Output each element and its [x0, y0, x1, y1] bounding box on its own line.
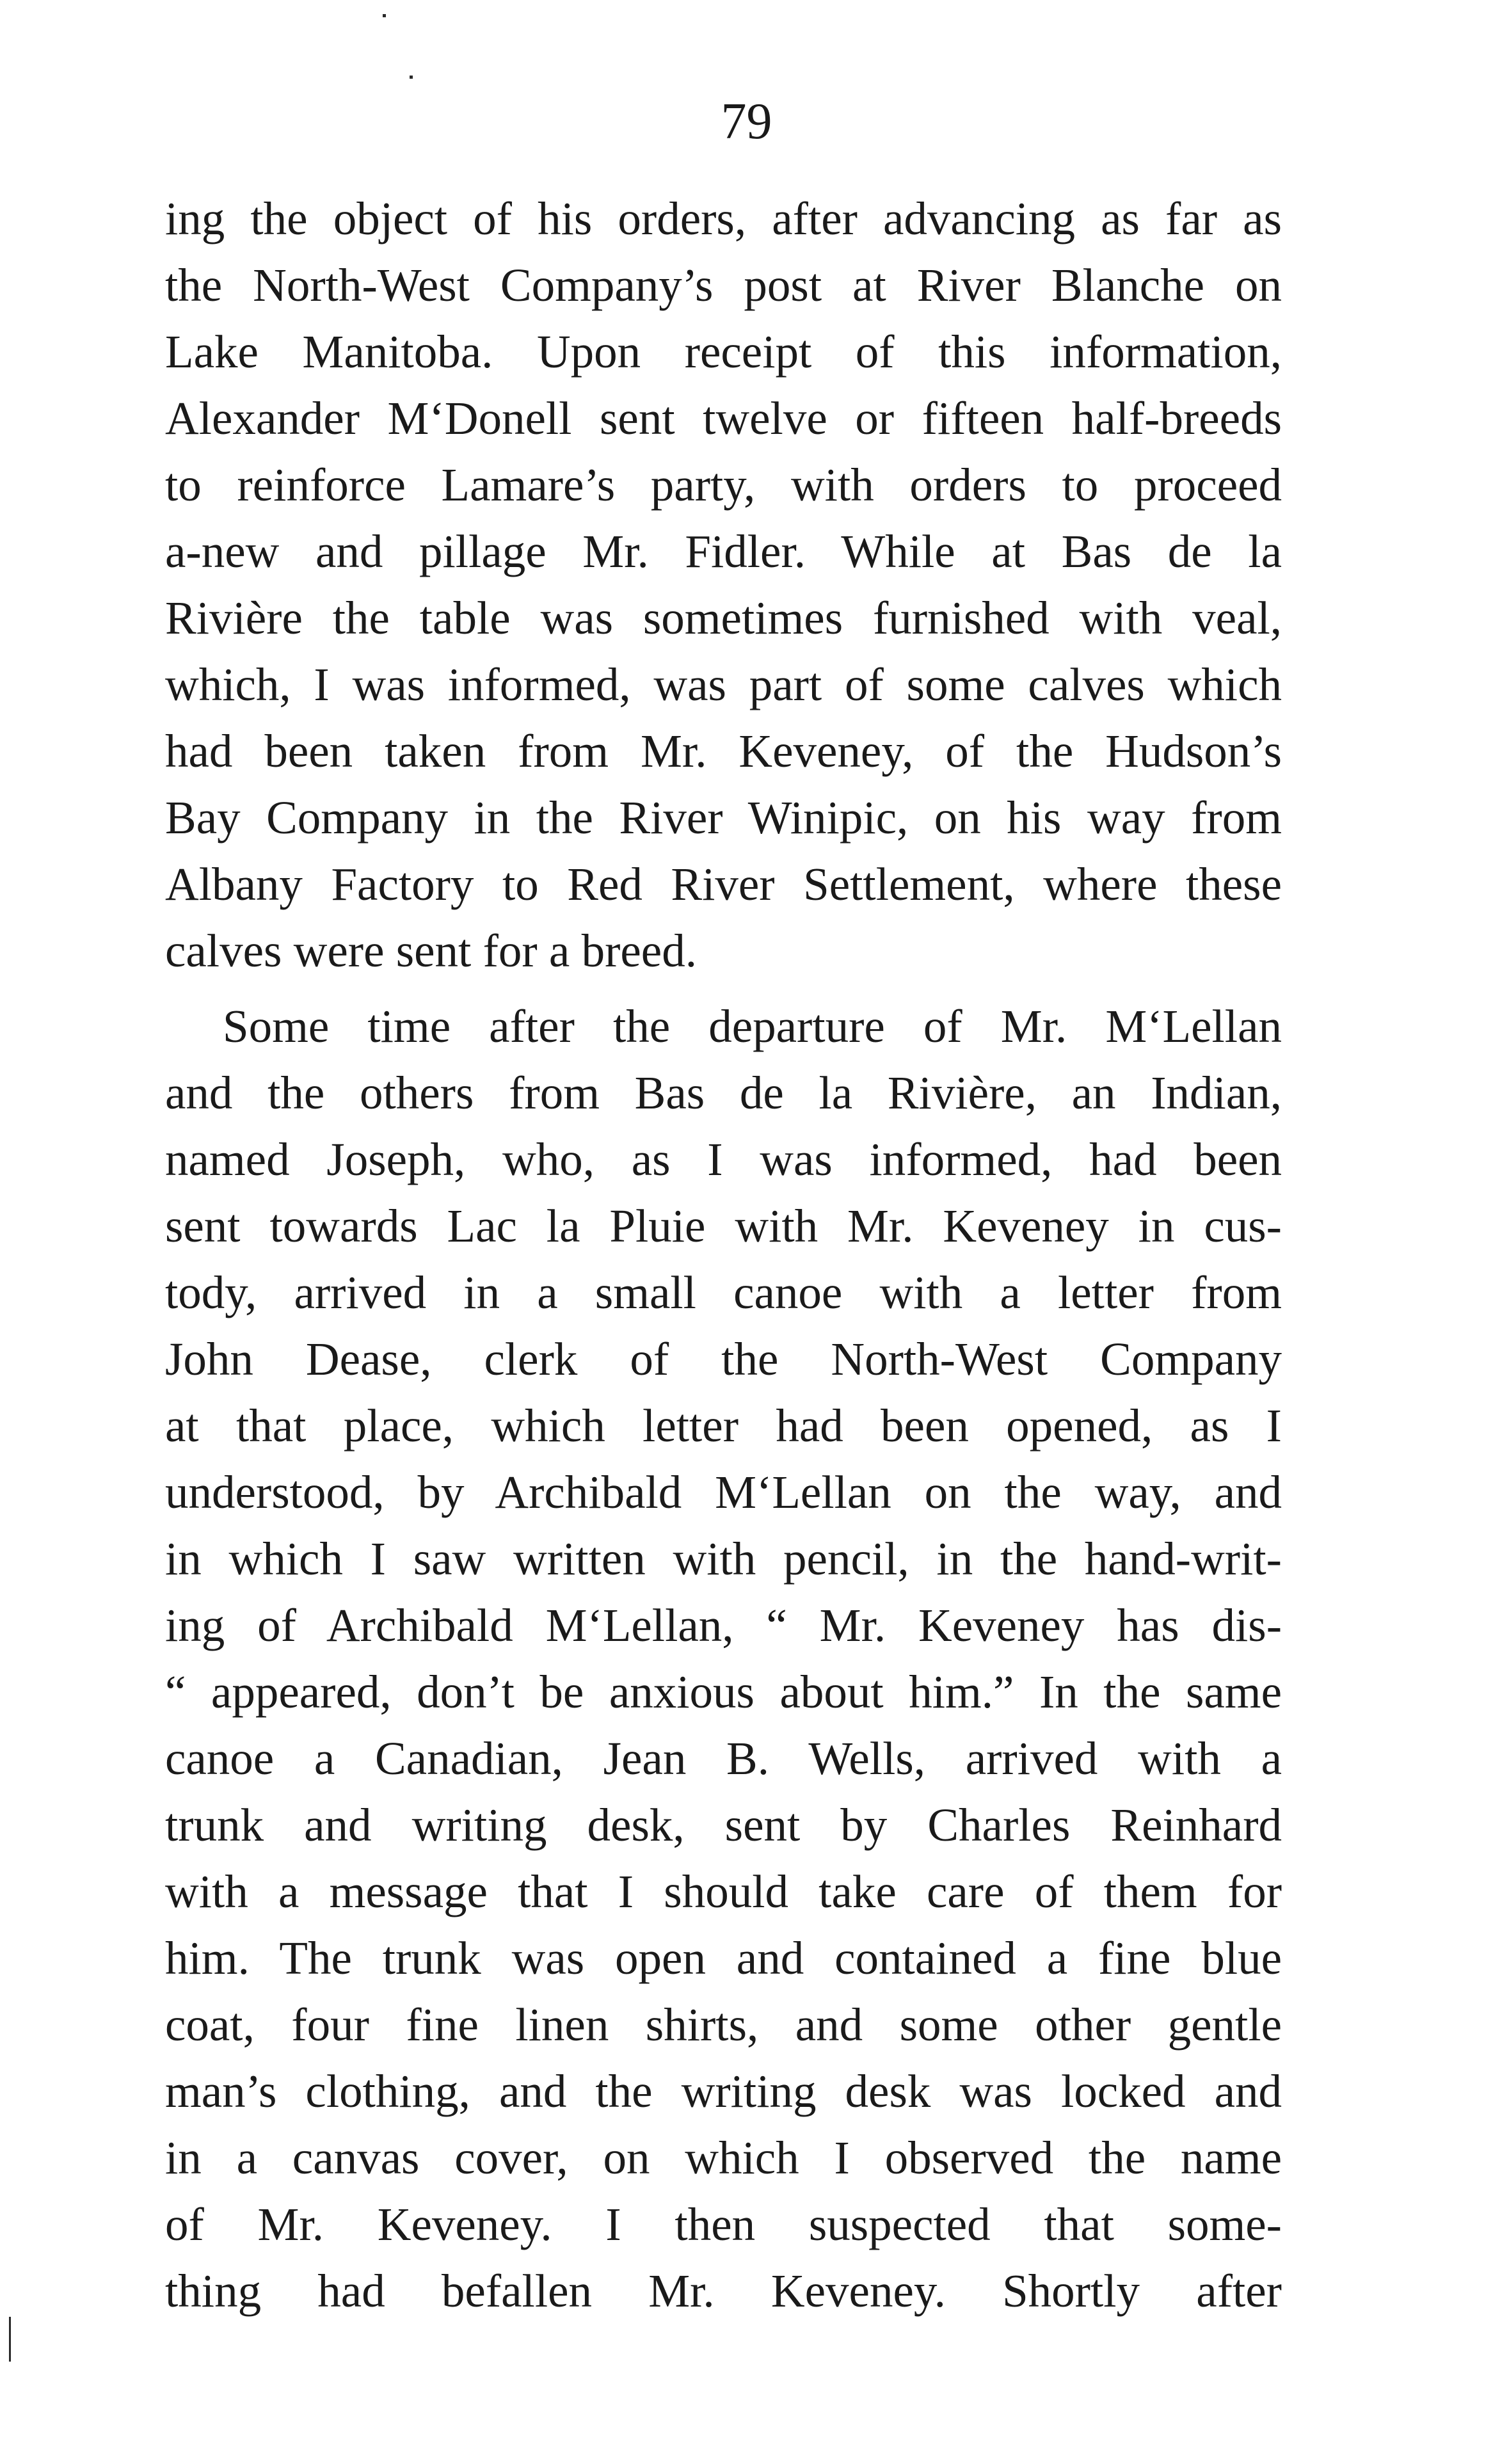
- text-line: understood, by Archibald M‘Lellan on the way, and: [165, 1466, 1282, 1518]
- body-text: [165, 186, 1282, 2324]
- text-line: sent towards Lac la Pluie with Mr. Keveney in cus-: [165, 1200, 1282, 1252]
- text-line: to reinforce Lamare’s party, with orders to proceed: [165, 459, 1282, 511]
- text-line: in which I saw written with pencil, in the hand-writ-: [165, 1533, 1282, 1585]
- text-line: canoe a Canadian, Jean B. Wells, arrived with a: [165, 1732, 1282, 1784]
- scan-speck: [410, 76, 413, 79]
- text-line: Lake Manitoba. Upon receipt of this information,: [165, 326, 1282, 378]
- text-line: thing had befallen Mr. Keveney. Shortly after: [165, 2265, 1282, 2317]
- text-line: and the others from Bas de la Rivière, an Indian,: [165, 1067, 1282, 1119]
- text-line: in a canvas cover, on which I observed the name: [165, 2132, 1282, 2184]
- text-line: named Joseph, who, as I was informed, had been: [165, 1133, 1282, 1185]
- page-number: 79: [721, 93, 772, 150]
- text-line: a-new and pillage Mr. Fidler. While at Bas de la: [165, 525, 1282, 577]
- text-line: Bay Company in the River Winipic, on his way from: [165, 792, 1282, 844]
- text-line: man’s clothing, and the writing desk was locked and: [165, 2065, 1282, 2117]
- text-line: Alexander M‘Donell sent twelve or fifteen half-breeds: [165, 392, 1282, 444]
- paragraph-gap: [165, 984, 1282, 993]
- text-line: John Dease, clerk of the North-West Company: [165, 1333, 1282, 1385]
- text-line: Some time after the departure of Mr. M‘Lellan: [223, 1000, 1282, 1052]
- text-line: with a message that I should take care of them for: [165, 1866, 1282, 1917]
- text-line: tody, arrived in a small canoe with a letter from: [165, 1267, 1282, 1318]
- scan-margin-mark: [9, 2317, 11, 2362]
- text-line: him. The trunk was open and contained a fine blue: [165, 1932, 1282, 1984]
- text-line: had been taken from Mr. Keveney, of the Hudson’s: [165, 725, 1282, 777]
- text-line: “ appeared, don’t be anxious about him.” In the same: [165, 1666, 1282, 1718]
- text-line: calves were sent for a breed.: [165, 925, 697, 977]
- text-line: of Mr. Keveney. I then suspected that some-: [165, 2198, 1282, 2250]
- text-line: the North-West Company’s post at River Blanche on: [165, 259, 1282, 311]
- scan-speck: [383, 14, 386, 17]
- text-line: at that place, which letter had been opened, as I: [165, 1400, 1282, 1452]
- text-line: ing of Archibald M‘Lellan, “ Mr. Keveney has dis-: [165, 1599, 1282, 1651]
- paragraph-2: [165, 993, 1282, 2324]
- text-line: Albany Factory to Red River Settlement, where these: [165, 858, 1282, 910]
- text-line: ing the object of his orders, after advancing as far as: [165, 193, 1282, 244]
- text-line: coat, four fine linen shirts, and some other gentle: [165, 1999, 1282, 2051]
- paragraph-1: [165, 186, 1282, 984]
- text-line: Rivière the table was sometimes furnished with veal,: [165, 592, 1282, 644]
- text-line: which, I was informed, was part of some calves which: [165, 659, 1282, 710]
- text-line: trunk and writing desk, sent by Charles Reinhard: [165, 1799, 1282, 1851]
